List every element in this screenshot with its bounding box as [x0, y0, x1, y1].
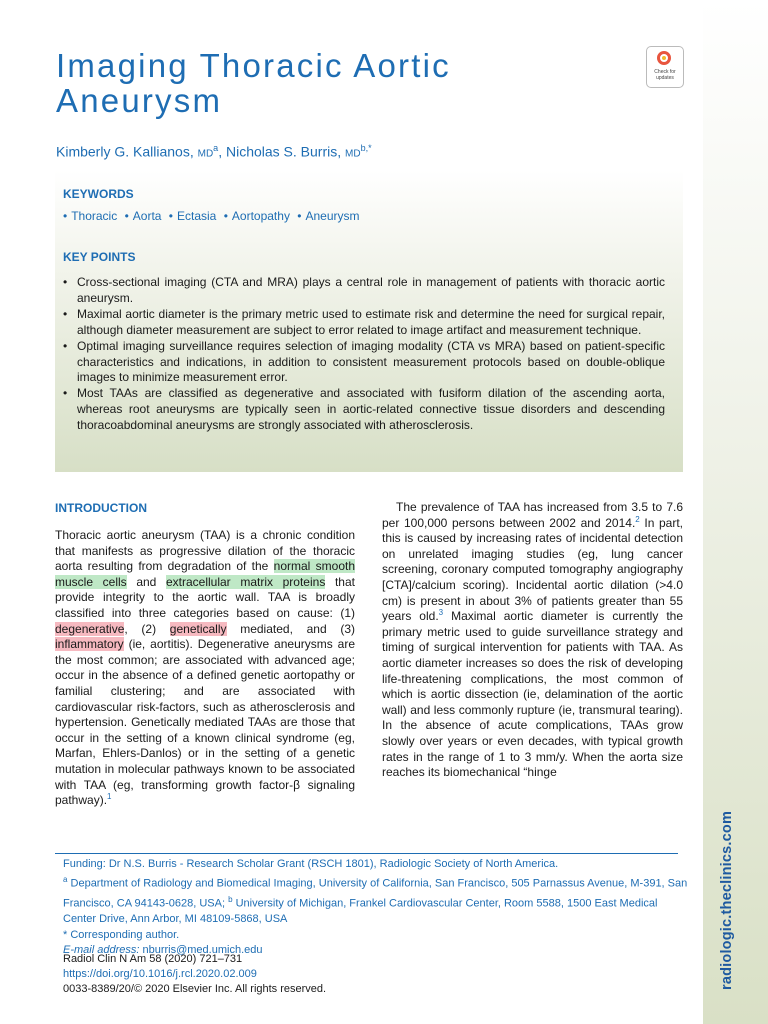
reference-link[interactable]: 2 — [635, 514, 640, 524]
citation-block — [63, 952, 326, 998]
introduction-heading: INTRODUCTION — [55, 501, 147, 515]
keywords-heading: KEYWORDS — [63, 187, 134, 201]
key-point: • Cross-sectional imaging (CTA and MRA) plays a central role in management of patients with thoracic aortic aneurysm. — [63, 275, 665, 307]
email-link[interactable]: nburris@med.umich.edu — [139, 943, 263, 956]
key-points-heading: KEY POINTS — [63, 250, 136, 264]
crossmark-label: Check for updates — [654, 69, 676, 81]
introduction-column-2: The prevalence of TAA has increased from 3.5 to 7.6 per 100,000 persons between 2002 and 2014.$^2$ In part, this is caused by increasing rates of incidental detection on unrelated imaging studies (eg, lung cancer screening, coronary computed tomography angiography [CTA]/calcium scoring). Incidental aortic dilation (>4.0 cm) is present in about 3% of patients greater than 55 years old.$^3$ Maximal aortic diameter is currently the primary metric used to guide surveillance strategy and timing of surgical intervention for patients with TAA. As aortic diameter increases so does the risk of developing life-threatening complications, the most common of which is aortic dissection (ie, delamination of the aortic wall) and less commonly rupture (ie, transmural tearing). In the absence of acute complications, TAAs grow slowly over years or even decades, with typical growth rates in the range of 1 to 3 mm/y. When the aorta size reaches its biomechanical “hinge — [382, 500, 684, 780]
author-list: Kimberly G. Kallianos, $MD^a$, Nicholas S. Burris, $MD^{b,*}$ — [56, 143, 372, 160]
author-affiliation-mark: a — [213, 143, 219, 153]
article-title: Imaging Thoracic Aortic Aneurysm — [56, 47, 451, 119]
footnotes — [63, 857, 688, 958]
key-point: • Maximal aortic diameter is the primary metric used to estimate risk and determine the need for surgical repair, although diameter measurement are subject to error related to image artifact and measurement technique. — [63, 307, 665, 339]
reference-link[interactable]: 1 — [107, 792, 112, 802]
crossmark-icon — [657, 51, 671, 65]
highlight-red: degenerative — [55, 621, 125, 636]
email-note: E-mail address: nburris@med.umich.edu — [63, 943, 263, 956]
author-degree: MD — [345, 148, 361, 160]
highlight-red: genetically — [169, 621, 227, 636]
copyright-line: 0033-8389/20/© 2020 Elsevier Inc. All rights reserved. — [63, 983, 327, 996]
introduction-column-1: Thoracic aortic aneurysm (TAA) is a chronic condition that manifests as progressive dilation of the thoracic aorta resulting from degradation of the normal smooth muscle cells and extracellular matrix proteins that provide integrity to the aortic wall. TAA is broadly classified into three categories based on cause: (1) degenerative, (2) genetically mediated, and (3) inflammatory (ie, aortitis). Degenerative aneurysms are the most common; are associated with advanced age; occur in the absence of a defined genetic aortopathy or familial clustering; and are associated with cardiovascular risk-factors, such as atherosclerosis and hypertension. Genetically mediated TAAs are those that occur in the setting of a known clinical syndrome (eg, Marfan, Ehlers-Danlos) or in the setting of a genetic mutation in molecular pathways known to be associated with TAA (eg, transforming growth factor-β signaling pathway).$^1$ — [55, 528, 355, 808]
highlight-red: inflammatory — [55, 637, 124, 652]
reference-link[interactable]: 3 — [438, 608, 444, 618]
keywords-list: • Thoracic • Aorta • Ectasia • Aortopathy • Aneurysm — [63, 209, 360, 223]
keyword[interactable]: Aneurysm — [305, 209, 360, 223]
funding-note: Funding: Dr N.S. Burris - Research Scholar Grant (RSCH 1801), Radiologic Society of North America. — [63, 858, 559, 870]
author-degree: MD — [197, 148, 214, 160]
key-point: • Optimal imaging surveillance requires selection of imaging modality (CTA vs MRA) based on patient-specific characteristics and indications, in addition to consistent measurement protocols based on double-oblique images to minimize measurement error. — [63, 339, 665, 387]
keyword[interactable]: Ectasia — [177, 209, 217, 223]
affiliations-note: $^a$ Department of Radiology and Biomedical Imaging, University of California, San Francisco, 505 Parnassus Avenue, M-391, San Francisco, CA 94143-0628, USA; $^b$ University of Michigan, Frankel Cardiovascular Center, Room 5588, 1500 East Medical Center Drive, Ann Arbor, MI 48109-5868, USA — [63, 875, 688, 926]
author-name: Nicholas S. Burris, — [225, 143, 342, 160]
footnote-divider — [55, 853, 678, 854]
journal-url[interactable]: radiologic.theclinics.com — [719, 810, 735, 990]
keyword[interactable]: Aorta — [132, 209, 162, 223]
key-points-list — [63, 275, 665, 434]
key-point: • Most TAAs are classified as degenerative and associated with fusiform dilation of the ascending aorta, whereas root aneurysms are typically seen in aortic-related connective tissue disorders and descending thoracoabdominal aneurysms are strongly associated with atherosclerosis. — [63, 386, 665, 434]
author-name: Kimberly G. Kallianos, — [56, 143, 194, 160]
highlight-green: normal smooth muscle cells — [55, 559, 355, 589]
corresponding-note: * Corresponding author. — [63, 928, 180, 941]
journal-citation: Radiol Clin N Am 58 (2020) 721–731 — [63, 953, 243, 965]
keyword[interactable]: Aortopathy — [231, 209, 290, 223]
doi-link[interactable]: https://doi.org/10.1016/j.rcl.2020.02.009 — [63, 968, 257, 981]
author-affiliation-mark: b,* — [360, 143, 372, 153]
crossmark-badge[interactable] — [646, 46, 684, 88]
keyword[interactable]: Thoracic — [71, 209, 118, 223]
highlight-green: extracellular matrix proteins — [165, 574, 326, 589]
